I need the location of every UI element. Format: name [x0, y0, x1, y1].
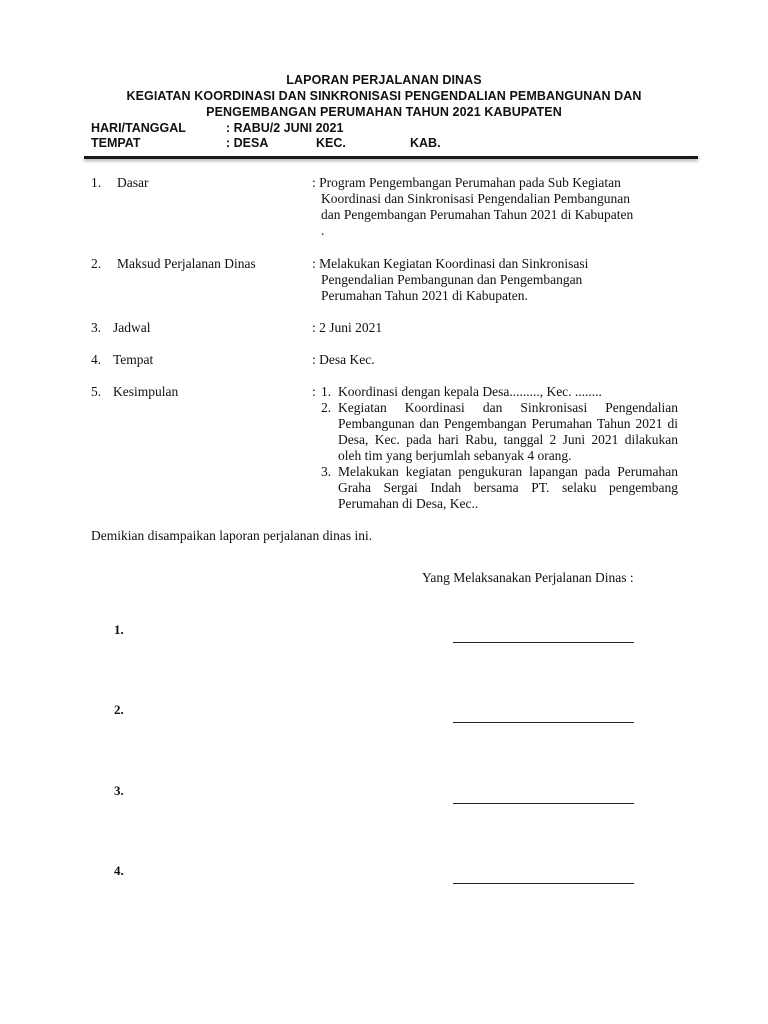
signer-2-signature-line [453, 722, 634, 723]
conclusion-3-text: Melakukan kegiatan pengukuran lapangan pada Perumahan Graha Sergai Indah bersama PT. selaku pengembang Perumahan di Desa, Kec.. [338, 464, 678, 511]
signer-3-number: 3. [114, 783, 124, 798]
conclusion-3-number: 3. [321, 464, 332, 479]
conclusion-2-text: Kegiatan Koordinasi dan Sinkronisasi Pengendalian Pembangunan dan Pengembangan Perumahan Tahun 2021 di Desa, Kec. pada hari Rabu, tanggal 2 Juni 2021 dilakukan oleh tim yang berjumlah sebanyak 4 orang. [338, 400, 678, 463]
signer-4-signature-line [453, 883, 634, 884]
item-4-value: : Desa Kec. [312, 352, 375, 367]
item-5-colon: : [312, 384, 316, 399]
signer-2-number: 2. [114, 702, 124, 717]
conclusion-1-number: 1. [321, 384, 332, 399]
signature-title: Yang Melaksanakan Perjalanan Dinas : [422, 570, 634, 585]
item-1-label: Dasar [117, 175, 149, 190]
header-divider [84, 156, 698, 159]
item-4-number: 4. [91, 352, 102, 367]
item-3-value: : 2 Juni 2021 [312, 320, 383, 335]
item-1-line2: Koordinasi dan Sinkronisasi Pengendalian Pembangunan [321, 191, 630, 206]
item-2-number: 2. [91, 256, 102, 271]
hari-tanggal-value: : RABU/2 JUNI 2021 [226, 121, 344, 135]
conclusion-2-number: 2. [321, 400, 332, 415]
closing-statement: Demikian disampaikan laporan perjalanan dinas ini. [91, 528, 373, 543]
report-subtitle-line1: KEGIATAN KOORDINASI DAN SINKRONISASI PENGENDALIAN PEMBANGUNAN DAN [126, 89, 642, 103]
report-subtitle-line2: PENGEMBANGAN PERUMAHAN TAHUN 2021 KABUPATEN [206, 105, 562, 119]
item-1-line3: dan Pengembangan Perumahan Tahun 2021 di Kabupaten [321, 207, 634, 222]
tempat-label: TEMPAT [91, 136, 141, 150]
hari-tanggal-label: HARI/TANGGAL [91, 121, 186, 135]
item-4-label: Tempat [113, 352, 154, 367]
item-2-label: Maksud Perjalanan Dinas [117, 256, 256, 271]
item-1-line1: : Program Pengembangan Perumahan pada Sub Kegiatan [312, 175, 621, 190]
item-5-number: 5. [91, 384, 102, 399]
item-1-line4: . [321, 223, 325, 238]
item-2-line1: : Melakukan Kegiatan Koordinasi dan Sinkronisasi [312, 256, 589, 271]
conclusion-1-text: Koordinasi dengan kepala Desa........., Kec. ........ [338, 384, 602, 399]
item-3-label: Jadwal [113, 320, 151, 335]
item-2-line2: Pengendalian Pembangunan dan Pengembangan [321, 272, 583, 287]
item-5-label: Kesimpulan [113, 384, 179, 399]
item-2-line3: Perumahan Tahun 2021 di Kabupaten. [321, 288, 528, 303]
signer-4-number: 4. [114, 863, 124, 878]
signer-1-number: 1. [114, 622, 124, 637]
signer-3-signature-line [453, 803, 634, 804]
item-3-number: 3. [91, 320, 102, 335]
tempat-desa: : DESA [226, 136, 269, 150]
tempat-kec: KEC. [316, 136, 346, 150]
signer-1-signature-line [453, 642, 634, 643]
item-1-number: 1. [91, 175, 102, 190]
tempat-kab: KAB. [410, 136, 441, 150]
report-title: LAPORAN PERJALANAN DINAS [286, 73, 482, 87]
